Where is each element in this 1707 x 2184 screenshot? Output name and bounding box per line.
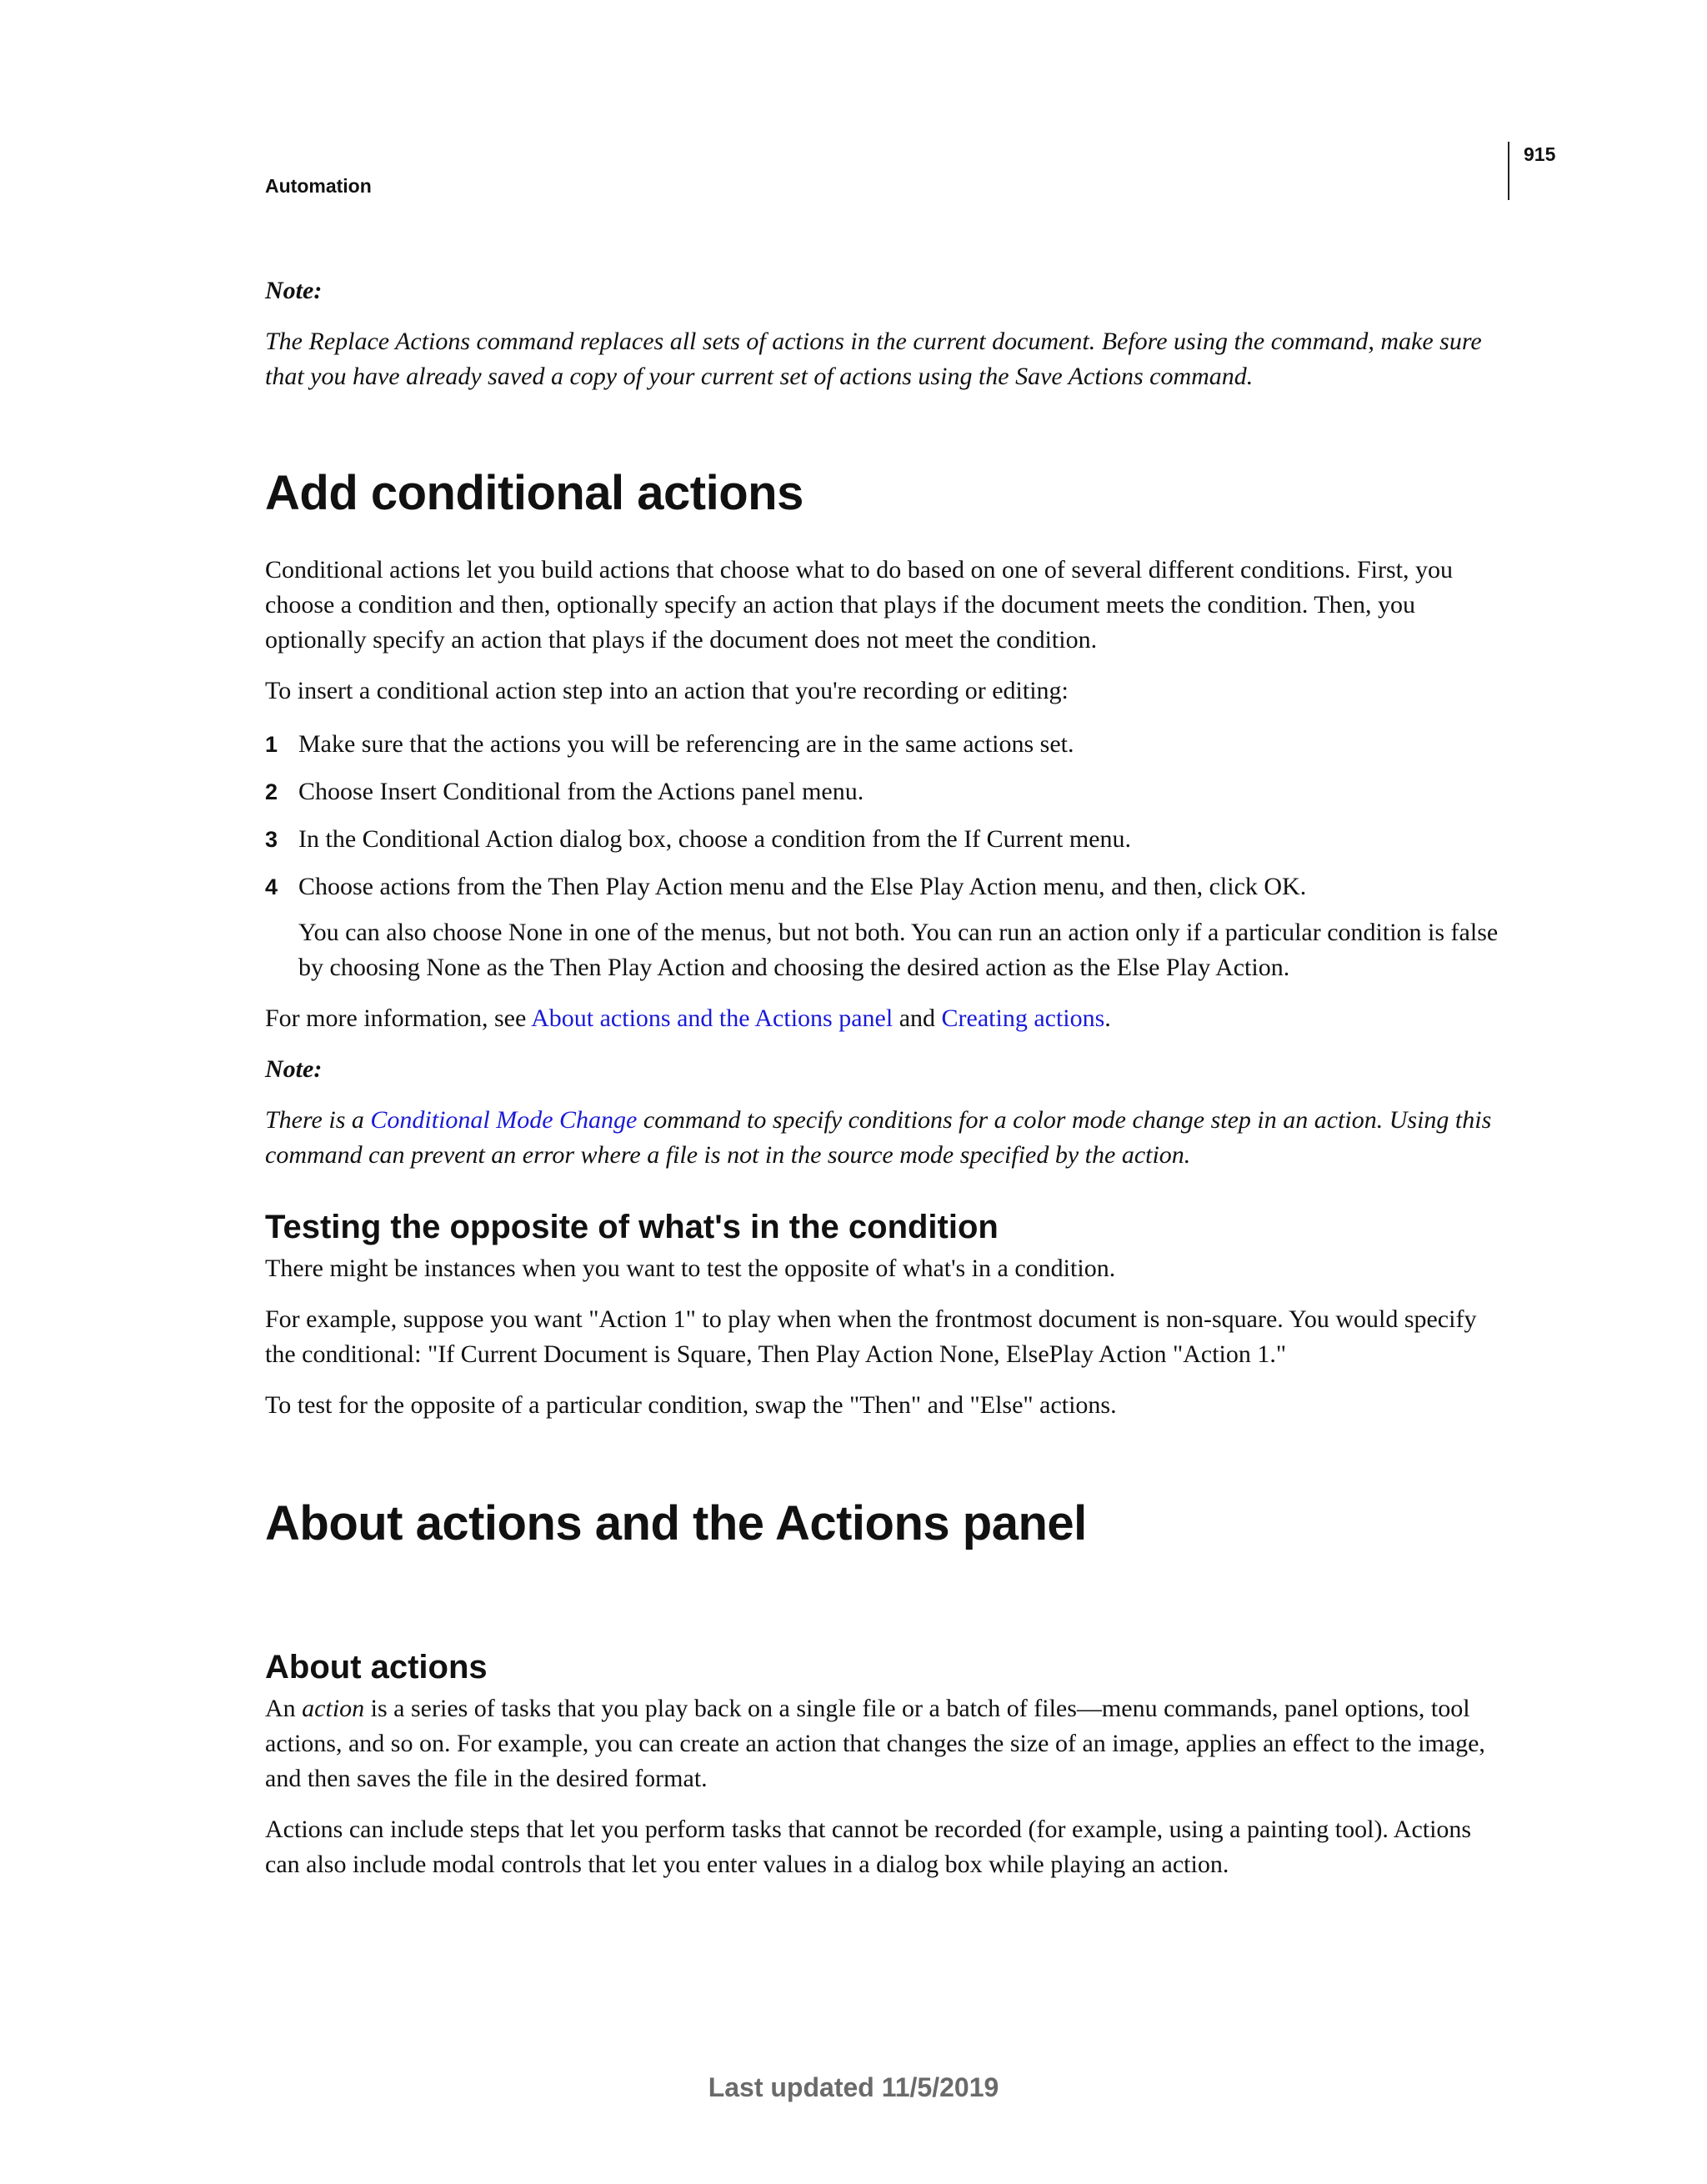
header-divider [1508,142,1509,200]
step-text: Choose Insert Conditional from the Actions panel menu. [298,778,864,805]
list-item [265,822,1499,857]
more-info [265,1001,1499,1036]
step-text: In the Conditional Action dialog box, choose a condition from the If Current menu. [298,825,1131,853]
note-prefix: There is a [265,1106,371,1134]
heading-about-actions-panel: About actions and the Actions panel [265,1496,1087,1550]
note-label: Note: [265,1055,323,1083]
conditional-steps [265,727,1499,904]
step-text: Make sure that the actions you will be referencing are in the same actions set. [298,730,1074,758]
more-info-suffix: . [1104,1004,1111,1032]
term-action: action [302,1695,365,1722]
note-suffix: command to specify conditions for a color mode change step in an action. Using this command can prevent an error where a file is not in the source mode specified by the action. [265,1106,1492,1169]
link-about-actions-panel[interactable]: About actions and the Actions panel [531,1004,894,1032]
step-number: 4 [265,874,278,899]
step-number: 2 [265,779,278,804]
link-creating-actions[interactable]: Creating actions [941,1004,1105,1032]
footer-last-updated: Last updated 11/5/2019 [708,2072,999,2102]
list-item [265,774,1499,809]
testing-paragraph: For example, suppose you want "Action 1" to play when when the frontmost document is non-square. You would specify the conditional: "If Current Document is Square, Then Play Action None, ElsePlay Action "Action 1." [265,1305,1477,1368]
list-item [265,727,1499,762]
conditional-lead: To insert a conditional action step into an action that you're recording or editing: [265,677,1069,704]
conditional-intro: Conditional actions let you build actions that choose what to do based on one of several different conditions. First, you choose a condition and then, optionally specify an action that plays if the document meets the condition. Then, you optionally specify an action that plays if the document does not meet the condition. [265,556,1454,654]
page-content [265,268,1499,1882]
testing-paragraph: To test for the opposite of a particular condition, swap the "Then" and "Else" actions. [265,1391,1117,1419]
about-suffix: is a series of tasks that you play back on a single file or a batch of files—menu commands, panel options, tool actions, and so on. For example, you can create an action that changes the size of an image, applies an effect to the image, and then saves the file in the desired format. [265,1695,1485,1792]
note-text [265,1103,1499,1173]
more-info-prefix: For more information, see [265,1004,532,1032]
heading-about-actions: About actions [265,1649,488,1686]
step-number: 3 [265,827,278,852]
list-item [265,869,1499,904]
link-conditional-mode-change[interactable]: Conditional Mode Change [370,1106,638,1134]
note-text: The Replace Actions command replaces all sets of actions in the current document. Before using the command, make sure that you have already saved a copy of your current set of actions using the Save Actions command. [265,328,1482,390]
about-actions-paragraph [265,1691,1499,1796]
step-4-extra: You can also choose None in one of the menus, but not both. You can run an action only if a particular condition is false by choosing None as the Then Play Action and choosing the desired action as the Else Play Action. [298,919,1499,981]
heading-add-conditional-actions: Add conditional actions [265,466,803,520]
page-number: 915 [1524,143,1556,165]
more-info-and: and [893,1004,942,1032]
step-number: 1 [265,732,278,757]
step-text: Choose actions from the Then Play Action menu and the Else Play Action menu, and then, click OK. [298,873,1307,900]
testing-paragraph: There might be instances when you want to test the opposite of what's in a condition. [265,1255,1116,1282]
note-label: Note: [265,277,323,304]
about-actions-paragraph: Actions can include steps that let you perform tasks that cannot be recorded (for example, using a painting tool). Actions can also include modal controls that let you enter values in a dialog box while playing an action. [265,1816,1472,1878]
running-head: Automation [265,175,372,197]
about-prefix: An [265,1695,303,1722]
heading-testing-opposite: Testing the opposite of what's in the condition [265,1209,999,1245]
